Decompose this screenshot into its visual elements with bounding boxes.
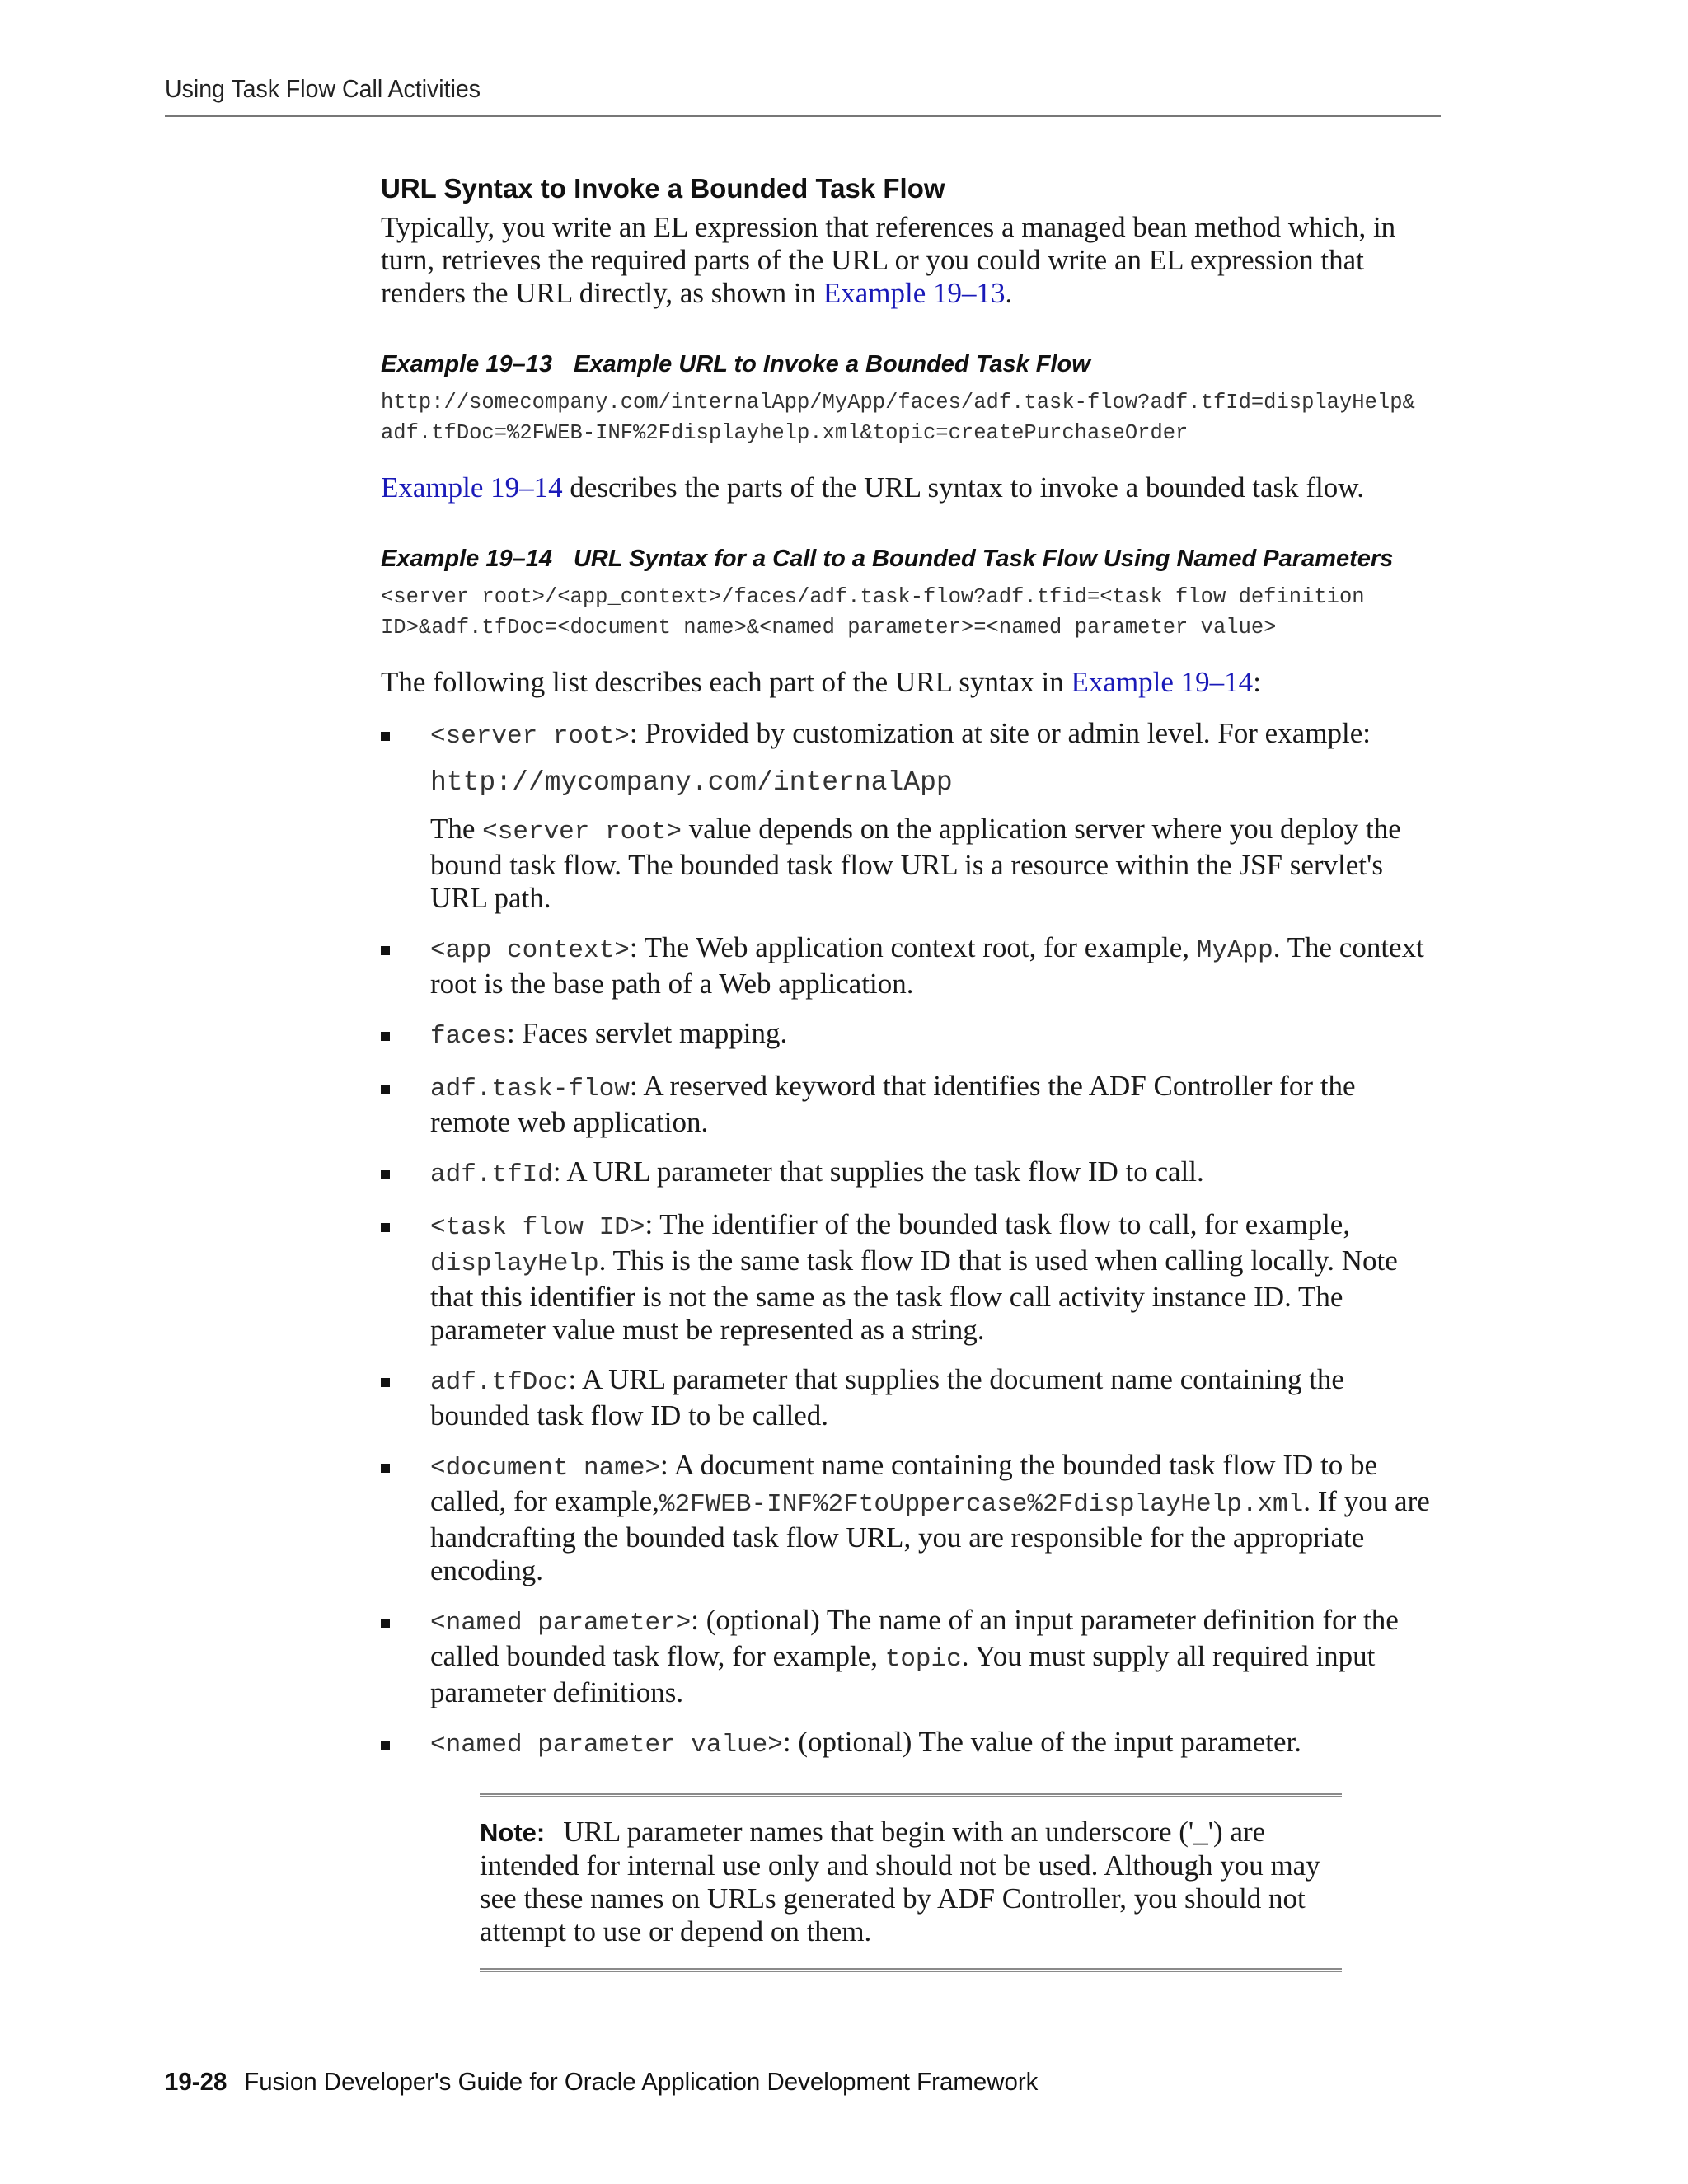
code-term: <server root> [482,818,682,846]
list-intro-end: : [1253,666,1261,698]
bullet-icon [381,1032,390,1041]
list-item-app-context [381,931,1441,1001]
book-title: Fusion Developer's Guide for Oracle Application Development Framework [244,2067,1039,2096]
example-19-14-title [381,544,1441,574]
item-text: : (optional) The name of an input parameter definition for the called bounded task flow, for example, [430,1604,1399,1672]
header-divider [165,115,1441,117]
item-text: : A reserved keyword that identifies the ADF Controller for the remote web application. [430,1070,1356,1138]
code-term: <app context> [430,936,630,965]
list-item-tfdoc [381,1363,1441,1432]
bullet-icon [381,1619,390,1628]
code-term: adf.tfDoc [430,1368,569,1397]
code-term: MyApp [1196,936,1273,965]
item-text: : The Web application context root, for example, [629,931,1197,963]
note-text: URL parameter names that begin with an underscore ('_') are intended for internal use only and should not be used. Although you may see these names on URLs generated by ADF Controller, you should not attempt to use or depend on them. [480,1816,1320,1947]
item-text: : The identifier of the bounded task flow to call, for example, [645,1208,1351,1240]
bullet-icon [381,1464,390,1473]
item-text: . The context root is the base path of a Web application. [430,931,1424,1000]
code-term: topic [884,1645,962,1674]
item-text: value depends on the application server where you deploy the bound task flow. The bounded task flow URL is a resource within the JSF servlet's URL path. [430,813,1401,914]
item-text: : A URL parameter that supplies the task flow ID to call. [552,1155,1204,1188]
example-19-13-code [381,387,1441,448]
code-term: adf.tfId [430,1160,553,1189]
code-term: %2FWEB-INF%2FtoUppercase%2FdisplayHelp.xml [659,1490,1304,1519]
running-head: Using Task Flow Call Activities [165,74,481,103]
code-term: displayHelp [430,1249,599,1278]
bullet-icon [381,946,390,955]
code-term: faces [430,1022,508,1051]
bullet-icon [381,1170,390,1179]
example-19-13-title [381,349,1441,379]
list-item-task-flow-id [381,1208,1441,1347]
code-line: ID>&adf.tfDoc=<document name>&<named parameter>=<named parameter value> [381,616,1277,640]
example-caption: Example URL to Invoke a Bounded Task Flow [573,351,1090,377]
code-term: <document name> [430,1454,661,1483]
item-text: . This is the same task flow ID that is used when calling locally. Note that this identifier is not the same as the task flow call activity instance ID. The parameter value must be represented as a string. [430,1244,1398,1346]
intro-text: Typically, you write an EL expression that references a managed bean method which, in turn, retrieves the required parts of the URL or you could write an EL expression that renders the URL directly, as shown in [381,211,1396,309]
section-title: URL Syntax to Invoke a Bounded Task Flow [381,173,945,204]
list-item-faces [381,1017,1441,1053]
example-19-14-link[interactable]: Example 19–14 [1071,666,1254,698]
main-content [381,171,1441,1779]
code-term: <task flow ID> [430,1213,645,1242]
item-text: . If you are handcrafting the bounded task flow URL, you are responsible for the appropriate encoding. [430,1485,1430,1586]
bullet-icon [381,1741,390,1750]
list-item-tfid [381,1155,1441,1192]
describes-text: describes the parts of the URL syntax to invoke a bounded task flow. [562,471,1364,504]
note-box [480,1793,1342,1972]
item-text: The [430,813,483,845]
item-text: : A document name containing the bounded task flow ID to be called, for example, [430,1449,1378,1517]
bullet-icon [381,1085,390,1094]
item-text: : Faces servlet mapping. [507,1017,788,1049]
intro-paragraph [381,211,1441,310]
list-item-document-name [381,1449,1441,1587]
example-url: http://mycompany.com/internalApp [430,767,953,798]
url-parts-list [381,717,1441,1762]
list-intro-paragraph [381,666,1441,699]
bullet-icon [381,1378,390,1387]
list-intro-text: The following list describes each part of the URL syntax in [381,666,1071,698]
page-footer [165,2067,1038,2097]
example-19-14-link[interactable]: Example 19–14 [381,471,563,504]
code-term: <server root> [430,722,630,751]
code-term: <named parameter> [430,1609,692,1638]
example-19-14-code [381,582,1441,643]
list-item-server-root [381,717,1441,915]
item-detail [430,813,1441,915]
intro-end: . [1005,277,1013,309]
item-text: . You must supply all required input parameter definitions. [430,1640,1376,1708]
bullet-icon [381,732,390,741]
item-text: : Provided by customization at site or admin level. For example: [629,717,1371,749]
note-label: Note: [480,1818,546,1847]
code-line: http://somecompany.com/internalApp/MyApp/faces/adf.task-flow?adf.tfId=displayHelp& [381,391,1415,415]
code-term: adf.task-flow [430,1075,630,1104]
code-term: <named parameter value> [430,1731,783,1760]
list-item-task-flow [381,1070,1441,1139]
item-text: : (optional) The value of the input parameter. [782,1726,1302,1758]
list-item-named-parameter-value [381,1726,1441,1762]
example-number: Example 19–13 [381,351,552,377]
page-number: 19-28 [165,2067,227,2096]
bullet-icon [381,1223,390,1232]
example-number: Example 19–14 [381,546,552,572]
example-19-13-link[interactable]: Example 19–13 [823,277,1006,309]
example-caption: URL Syntax for a Call to a Bounded Task Flow Using Named Parameters [573,546,1394,572]
code-line: <server root>/<app_context>/faces/adf.task-flow?adf.tfid=<task flow definition [381,585,1365,609]
list-item-named-parameter [381,1604,1441,1709]
describes-paragraph [381,471,1441,504]
code-line: adf.tfDoc=%2FWEB-INF%2Fdisplayhelp.xml&topic=createPurchaseOrder [381,421,1189,445]
item-text: : A URL parameter that supplies the document name containing the bounded task flow ID to be called. [430,1363,1344,1432]
